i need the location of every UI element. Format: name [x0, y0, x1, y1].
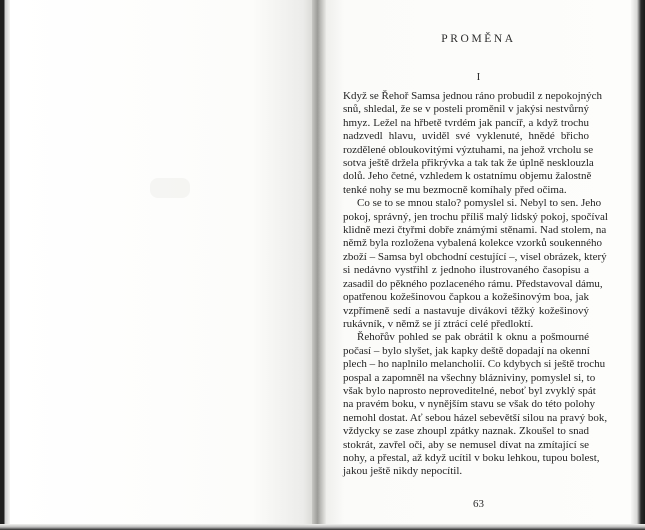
text-line: Řehořův pohled se pak obrátil k oknu a pošmourné	[357, 331, 589, 344]
text-line: pokoj, správný, jen trochu příliš malý lidský pokoj, spočíval	[343, 210, 608, 223]
text-line: hmyz. Ležel na hřbetě tvrdém jak pancíř, a když trochu	[343, 116, 589, 129]
text-line: vždycky se zase zhoupl zpátky naznak. Zkoušel to snad	[343, 425, 589, 438]
running-head: PROMĚNA	[441, 33, 516, 45]
text-line: sotva ještě držela přikrývka a tak tak že úplně nesklouzla	[343, 157, 594, 170]
text-line: zasadil do pěkného pozlaceného rámu. Představoval dámu,	[343, 277, 603, 290]
text-line: opatřenou kožešinovou čapkou a kožešinovým boa, jak	[343, 291, 589, 304]
left-page	[10, 0, 312, 524]
text-line: stokrát, zavřel oči, aby se nemusel dívat na zmítající se	[343, 438, 589, 451]
text-line: na pravém boku, v nynějším stavu se však do této polohy	[343, 398, 596, 411]
text-line: dolů. Jeho četné, vzhledem k ostatnímu objemu žalostně	[343, 170, 592, 183]
text-line: snů, shledal, že se v posteli proměnil v jakýsi nestvůrný	[343, 103, 589, 116]
right-page	[326, 0, 631, 524]
text-line: rukávník, v němž se jí ztrácí celé předloktí.	[343, 317, 534, 330]
text-line: nemohl dostat. Ať sebou házel sebevětší silou na pravý bok,	[343, 411, 608, 424]
book-right-edge	[631, 0, 645, 530]
book-left-edge	[0, 0, 10, 530]
text-line: nohy, a přestal, až když ucítil v boku lehkou, tupou bolest,	[343, 451, 600, 464]
text-line: jakou ještě nikdy nepocítil.	[343, 465, 463, 478]
text-line: si nedávno vystřihl z jednoho ilustrovaného časopisu a	[343, 264, 589, 277]
text-line: počasí – bylo slyšet, jak kapky deště dopadají na okenní	[343, 344, 590, 357]
text-line: klidně mezi čtyřmi dobře známými stěnami. Nad stolem, na	[343, 224, 607, 237]
page-number: 63	[473, 498, 484, 510]
chapter-number: I	[476, 71, 481, 83]
text-line: plech – ho naplnilo melancholií. Co kdybych si ještě trochu	[343, 358, 606, 371]
text-line: tenké nohy se mu bezmocně komíhaly před očima.	[343, 183, 567, 196]
text-line: nadzvedl hlavu, uviděl své vyklenuté, hnědé břicho	[343, 130, 589, 143]
body-text	[343, 90, 608, 479]
text-line: němž byla rozložena vybalená kolekce vzorků soukenného	[343, 237, 603, 250]
text-line: vzpřímeně sedí a nastavuje divákovi těžký kožešinový	[343, 304, 589, 317]
text-line: však bylo naprosto neproveditelné, neboť byl zvyklý spát	[343, 384, 596, 397]
text-line: Co se to se mnou stalo? pomyslel si. Nebyl to sen. Jeho	[357, 197, 602, 210]
text-line: pospal a zapomněl na všechny blázniviny, pomyslel si, to	[343, 371, 596, 384]
show-through-mark	[150, 178, 190, 198]
text-line: zboží – Samsa byl obchodní cestující –, visel obrázek, který	[343, 250, 607, 263]
book-gutter	[312, 0, 326, 524]
text-line: Když se Řehoř Samsa jednou ráno probudil z nepokojných	[343, 90, 603, 102]
text-line: rozdělené obloukovitými výztuhami, na jehož vrcholu se	[343, 143, 594, 156]
book-bottom-edge	[0, 524, 645, 530]
